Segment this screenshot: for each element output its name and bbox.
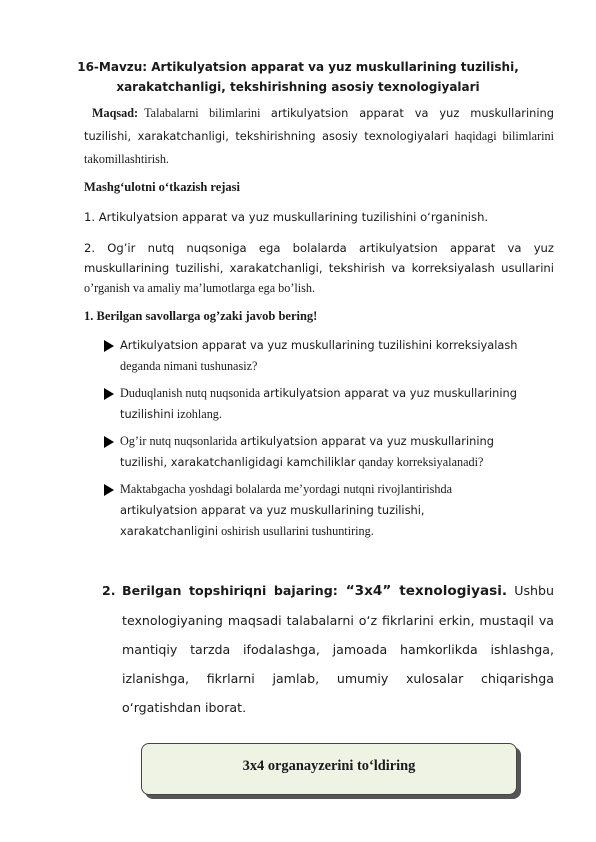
question-item: [104, 335, 524, 377]
goal-text-3: haqidagi bilimlarini takomillashtirish.: [84, 129, 554, 166]
plan-item-2-text-b: o’rganish va amaliy ma’lumotlarga ega bo’lish.: [84, 281, 316, 295]
question-text-cont: izohlang.: [173, 407, 222, 421]
question-text-cont: oshirish usullarini tushuntiring.: [218, 524, 374, 538]
plan-item-1: 1. Artikulyatsion apparat va yuz muskullarining tuzilishini o‘rganinish.: [84, 210, 489, 224]
organizer-box-label: 3x4 organayzerini to‘ldiring: [242, 758, 416, 774]
goal-text-2: artikulyatsion apparat va yuz muskullarining tuzilishi, xarakatchanligi, tekshirishning asosiy texnologiyalari: [84, 106, 554, 143]
question-item: [104, 431, 524, 473]
question-text: Duduqlanish nutq nuqsonida: [120, 386, 264, 400]
goal-paragraph: [84, 102, 554, 171]
question-item: [104, 479, 524, 542]
task-technology: “3x4” texnologiyasi.: [337, 583, 508, 599]
triangle-bullet-icon: [104, 484, 114, 496]
question-text-sans: artikulyatsion apparat va yuz muskullarining tuzilishi, xarakatchanligini: [120, 503, 425, 538]
triangle-bullet-icon: [104, 388, 114, 400]
question-text: Maktabgacha yoshdagi bolalarda me’yordagi nutqni rivojlantirishda: [120, 482, 453, 496]
organizer-box: [141, 743, 517, 795]
task-paragraph: [102, 576, 554, 722]
triangle-bullet-icon: [104, 340, 114, 352]
title-line-2: xarakatchanligi, tekshirishning asosiy texnologiyalari: [116, 80, 480, 94]
question-text-cont: qanday korreksiyalanadi?: [355, 455, 484, 469]
page-title: [60, 57, 536, 97]
question-text-sans: artikulyatsion apparat va yuz muskullarining tuzilishi, xarakatchanligidagi kamchiliklar: [120, 434, 494, 469]
plan-item-2: [84, 238, 554, 298]
goal-text-1: Talabalarni bilimlarini: [144, 106, 271, 120]
question-text-cont: deganda nimani tushunasiz?: [120, 359, 258, 373]
task-number: 2.: [102, 583, 116, 598]
task-description: Ushbu texnologiyaning maqsadi talabalarni o‘z fikrlarini erkin, mustaqil va mantiqiy tarzda ifodalashga, jamoada hamkorlikda ishlashga, izlanishga, fikrlarni jamlab, umumiy xulosalar chiqarishga o‘rgatishdan iborat.: [122, 583, 554, 715]
title-line-1: 16-Mavzu: Artikulyatsion apparat va yuz muskullarining tuzilishi,: [77, 60, 519, 74]
goal-label: Maqsad:: [92, 106, 139, 120]
task-instruction: Berilgan topshiriqni bajaring:: [122, 583, 338, 598]
triangle-bullet-icon: [104, 436, 114, 448]
question-text-sans: artikulyatsion apparat va yuz muskullarining tuzilishini: [120, 386, 518, 421]
question-text: Artikulyatsion apparat va yuz muskullarining tuzilishini korreksiyalash: [120, 338, 518, 352]
plan-heading: Mashg‘ulotni o‘tkazish rejasi: [84, 180, 241, 194]
question-text: Og’ir nutq nuqsonlarida: [120, 434, 241, 448]
questions-heading: 1. Berilgan savollarga og’zaki javob bering!: [84, 309, 318, 323]
question-item: [104, 383, 524, 425]
plan-item-2-text-a: 2. Og’ir nutq nuqsoniga ega bolalarda artikulyatsion apparat va yuz muskullarining tuzilishi, xarakatchanligi, tekshirish va korreksiyalash usullarini: [84, 241, 554, 275]
